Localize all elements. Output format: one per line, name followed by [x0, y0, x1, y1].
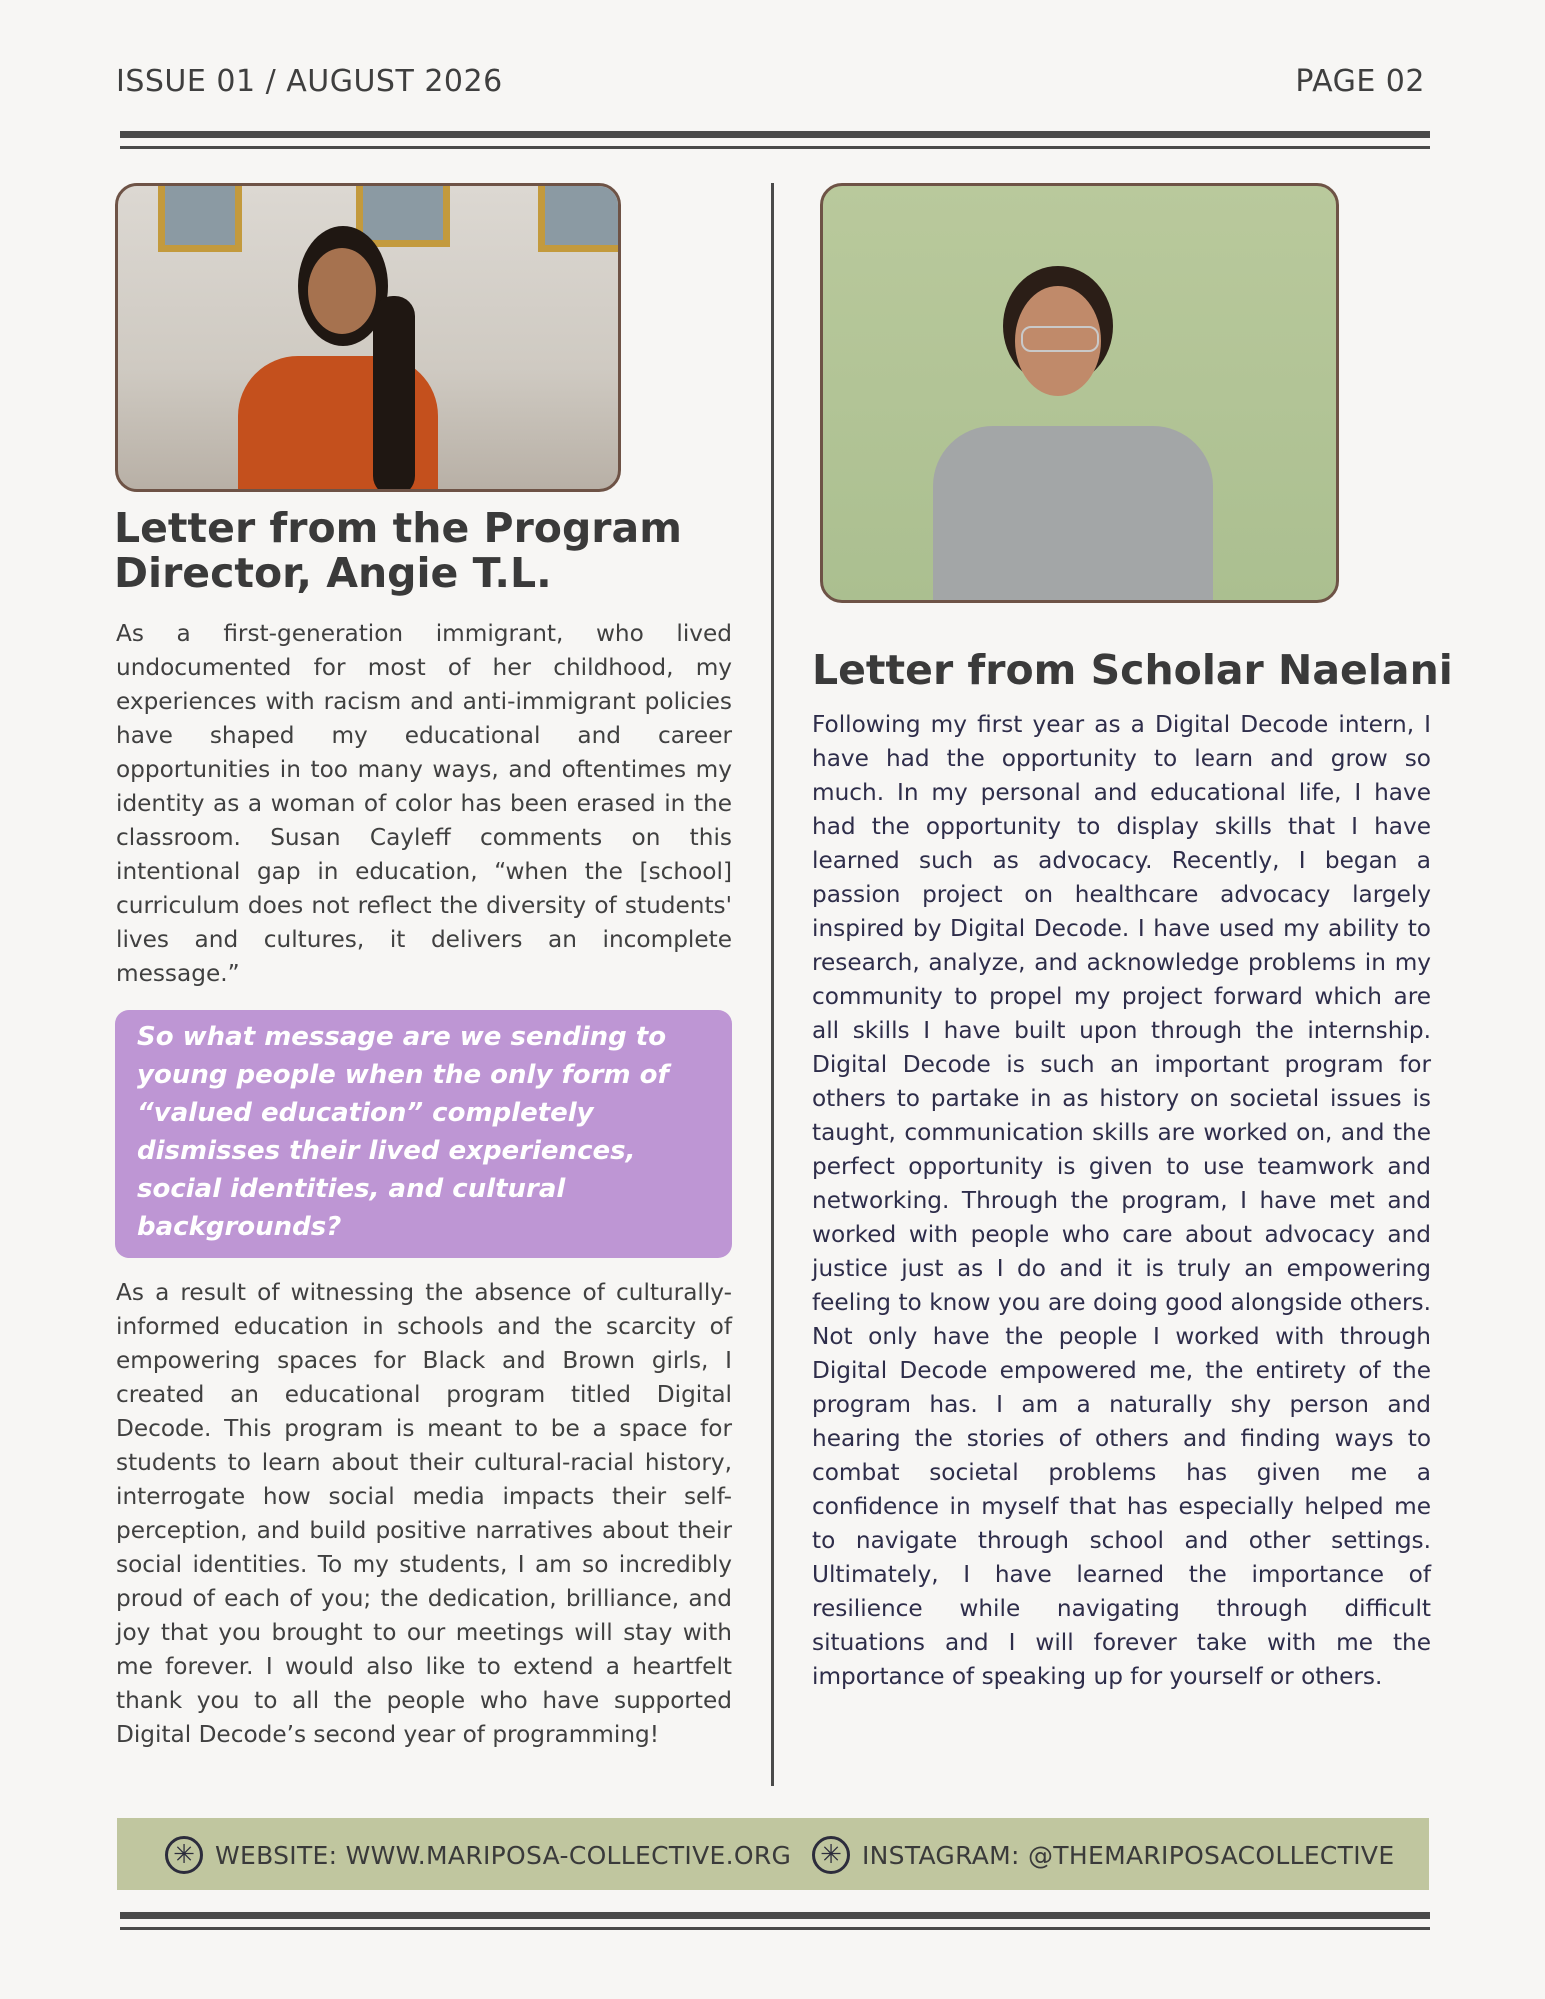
top-double-rule	[120, 131, 1430, 149]
person-hoodie	[933, 426, 1213, 603]
painting-frame	[538, 183, 621, 252]
director-photo	[115, 183, 621, 492]
footer-instagram[interactable]	[812, 1836, 1394, 1874]
footer-bar	[117, 1818, 1429, 1890]
website-link[interactable]: WEBSITE: WWW.MARIPOSA-COLLECTIVE.ORG	[215, 1840, 792, 1870]
footer-website[interactable]	[165, 1836, 791, 1874]
bottom-double-rule	[120, 1912, 1430, 1930]
glasses-icon	[1021, 326, 1099, 352]
asterisk-icon: ✳	[165, 1836, 203, 1874]
painting-frame	[158, 183, 242, 252]
pull-quote-text: So what message are we sending to young people when the only form of “valued education” completely dismisses their lived experiences, social identities, and cultural backgrounds?	[137, 1022, 669, 1242]
issue-label: ISSUE 01 / AUGUST 2026	[116, 64, 503, 99]
instagram-link[interactable]: INSTAGRAM: @THEMARIPOSACOLLECTIVE	[862, 1840, 1395, 1870]
scholar-letter-title: Letter from Scholar Naelani	[812, 646, 1453, 694]
page-number: PAGE 02	[1295, 64, 1425, 99]
scholar-paragraph-1: Following my first year as a Digital Decode intern, I have had the opportunity to learn and grow so much. In my personal and educational life, I have had the opportunity to display skills that I have learned such as advocacy. Recently, I began a passion project on healthcare advocacy largely inspired by Digital Decode. I have used my ability to research, analyze, and acknowledge problems in my community to propel my project forward which are all skills I have built upon through the internship. Digital Decode is such an important program for others to partake in as history on societal issues is taught, communication skills are worked on, and the perfect opportunity is given to use teamwork and networking. Through the program, I have met and worked with people who care about advocacy and justice just as I do and it is truly an empowering feeling to know you are doing good alongside others. Not only have the people I worked with through Digital Decode empowered me, the entirety of the program has. I am a naturally shy person and hearing the stories of others and finding ways to combat societal problems has given me a confidence in myself that has especially helped me to navigate through school and other settings. Ultimately, I have learned the importance of resilience while navigating through difficult situations and I will forever take with me the importance of speaking up for yourself or others.	[812, 711, 1431, 1690]
column-divider	[771, 183, 774, 1786]
director-letter-title: Letter from the Program Director, Angie T.L.	[114, 504, 682, 598]
person-hair-long	[373, 296, 415, 492]
scholar-photo	[820, 183, 1339, 603]
asterisk-icon: ✳	[812, 1836, 850, 1874]
director-paragraph-2: As a result of witnessing the absence of culturally-informed education in schools and the scarcity of empowering spaces for Black and Brown girls, I created an educational program titled Digital Decode. This program is meant to be a space for students to learn about their cultural-racial history, interrogate how social media impacts their self-perception, and build positive narratives about their social identities. To my students, I am so incredibly proud of each of you; the dedication, brilliance, and joy that you brought to our meetings will stay with me forever. I would also like to extend a heartfelt thank you to all the people who have supported Digital Decode’s second year of programming!	[116, 1279, 732, 1748]
director-paragraph-1: As a first-generation immigrant, who lived undocumented for most of her childhood, my experiences with racism and anti-immigrant policies have shaped my educational and career opportunities in too many ways, and oftentimes my identity as a woman of color has been erased in the classroom. Susan Cayleff comments on this intentional gap in education, “when the [school] curriculum does not reflect the diversity of students' lives and cultures, it delivers an incomplete message.”	[116, 620, 732, 987]
person-face	[308, 248, 376, 334]
pull-quote-box	[115, 1010, 732, 1258]
